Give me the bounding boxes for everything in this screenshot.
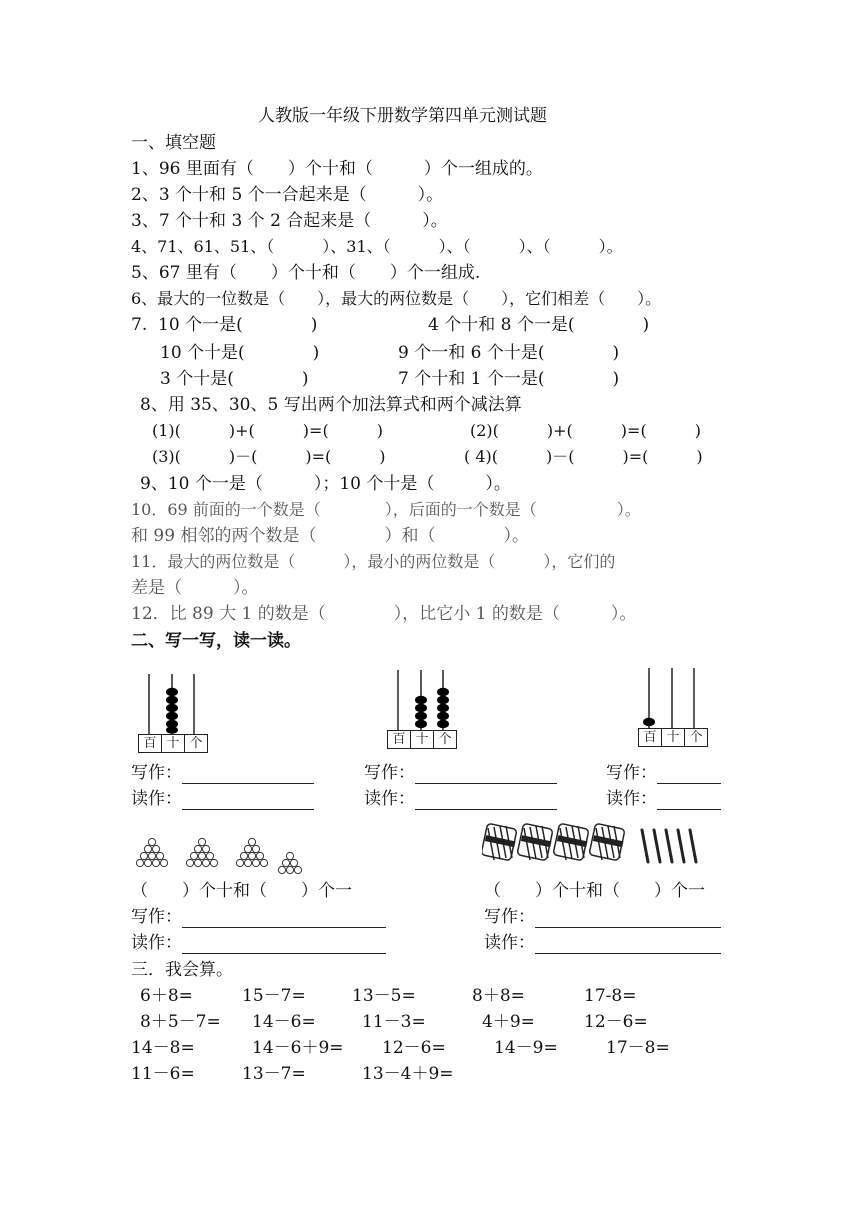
- read-label: 读作：: [131, 933, 182, 953]
- label-tens: 十: [662, 729, 685, 746]
- calc-item: 4＋9=: [482, 1012, 535, 1032]
- label-tens: 十: [411, 731, 434, 748]
- read-line-5: [484, 932, 721, 954]
- label-ones: 个: [438, 732, 452, 747]
- abacus-1: [138, 672, 206, 752]
- answer-blank[interactable]: [182, 765, 314, 784]
- answer-blank[interactable]: [182, 909, 386, 928]
- bead: [166, 688, 178, 696]
- write-label: 写作：: [484, 907, 535, 927]
- label-hundreds: 百: [139, 735, 162, 752]
- abacus-2: [387, 668, 455, 748]
- question-1: 1、96 里面有（ ）个十和（ ）个一组成的。: [131, 159, 543, 179]
- bead: [166, 704, 178, 712]
- write-label: 写作：: [364, 763, 415, 783]
- label-ones: 个: [689, 730, 703, 745]
- answer-blank[interactable]: [182, 935, 386, 954]
- bead: [415, 712, 427, 720]
- calc-item: 13－7=: [242, 1064, 306, 1084]
- question-3: 3、7 个十和 3 个 2 合起来是（ ）。: [131, 211, 448, 231]
- calc-item: 17-8=: [584, 986, 637, 1006]
- bead: [437, 688, 449, 696]
- answer-blank[interactable]: [182, 791, 314, 810]
- section3-heading: 三．我会算。: [131, 960, 233, 980]
- place-value-labels: [387, 730, 457, 749]
- question-11a: 11．最大的两位数是（ ），最小的两位数是（ ），它们的: [131, 552, 616, 571]
- tens-ones-right: （ ）个十和（ ）个一: [484, 881, 705, 901]
- bead: [415, 696, 427, 704]
- abacus-3: [638, 666, 706, 746]
- label-hundreds: 百: [388, 731, 411, 748]
- read-line-3: [606, 788, 721, 810]
- question-7b-left: 10 个十是( ): [160, 343, 320, 363]
- bead: [437, 720, 449, 728]
- abacus-1-rods: [138, 672, 206, 734]
- bead: [415, 720, 427, 728]
- write-label: 写作：: [131, 763, 182, 783]
- calc-item: 11－6=: [131, 1064, 195, 1084]
- question-10b: 和 99 相邻的两个数是（ ）和（ ）。: [131, 526, 529, 546]
- calc-item: 11－3=: [362, 1012, 426, 1032]
- calc-item: 14－6=: [252, 1012, 316, 1032]
- write-line-3: [606, 762, 721, 784]
- bead: [437, 696, 449, 704]
- question-9: 9、10 个一是（ ）；10 个十是（ ）。: [140, 474, 511, 494]
- abacus-3-rods: [638, 666, 706, 728]
- bead: [166, 696, 178, 704]
- question-2: 2、3 个十和 5 个一合起来是（ ）。: [131, 185, 444, 205]
- read-line-1: [131, 788, 314, 810]
- answer-blank[interactable]: [535, 935, 721, 954]
- answer-blank[interactable]: [657, 765, 721, 784]
- section1-heading: 一、填空题: [131, 133, 216, 153]
- calc-item: 12－6=: [584, 1012, 648, 1032]
- stick-bundles-picture: [482, 818, 704, 870]
- calc-item: 8＋5－7=: [140, 1012, 221, 1032]
- write-line-5: [484, 906, 721, 928]
- read-line-4: [131, 932, 386, 954]
- read-label: 读作：: [364, 789, 415, 809]
- answer-blank[interactable]: [415, 765, 557, 784]
- read-label: 读作：: [131, 789, 182, 809]
- bead: [415, 704, 427, 712]
- write-label: 写作：: [131, 907, 182, 927]
- calc-item: 6＋8=: [140, 986, 193, 1006]
- question-7b-right: 9 个一和 6 个十是( ): [398, 343, 620, 363]
- answer-blank[interactable]: [415, 791, 557, 810]
- write-label: 写作：: [606, 763, 657, 783]
- read-label: 读作：: [484, 933, 535, 953]
- write-line-1: [131, 762, 314, 784]
- calc-item: 14－8=: [131, 1038, 195, 1058]
- ball-triangles-picture: [132, 836, 312, 876]
- tens-ones-left: （ ）个十和（ ）个一: [131, 881, 352, 901]
- question-8-1: (1)( )+( )=( ): [152, 421, 383, 440]
- bead: [643, 718, 655, 726]
- answer-blank[interactable]: [657, 791, 721, 810]
- calc-item: 12－6=: [382, 1038, 446, 1058]
- place-value-labels: [638, 728, 708, 747]
- question-10a: 10．69 前面的一个数是（ ），后面的一个数是（ ）。: [131, 500, 641, 519]
- write-line-4: [131, 906, 386, 928]
- bead: [437, 704, 449, 712]
- write-line-2: [364, 762, 557, 784]
- label-ones: 个: [189, 736, 203, 751]
- calc-item: 15－7=: [242, 986, 306, 1006]
- calc-item: 14－6＋9=: [252, 1038, 344, 1058]
- label-tens: 十: [162, 735, 185, 752]
- calc-item: 8＋8=: [472, 986, 525, 1006]
- read-label: 读作：: [606, 789, 657, 809]
- question-8-3: (3)( )－( )=( ): [152, 447, 386, 466]
- question-7c-left: 3 个十是( ): [160, 369, 309, 389]
- question-11b: 差是（ ）。: [131, 578, 259, 598]
- question-6: 6、最大的一位数是（ ），最大的两位数是（ ），它们相差（ ）。: [131, 289, 662, 308]
- page-title: 人教版一年级下册数学第四单元测试题: [258, 106, 547, 126]
- calc-item: 13－5=: [352, 986, 416, 1006]
- label-hundreds: 百: [639, 729, 662, 746]
- bead: [166, 726, 178, 734]
- calc-item: 14－9=: [494, 1038, 558, 1058]
- read-line-2: [364, 788, 557, 810]
- question-7a-right: 4 个十和 8 个一是( ): [428, 315, 650, 335]
- abacus-2-rods: [387, 668, 455, 730]
- bead: [437, 712, 449, 720]
- question-8-4: ( 4)( )－( )=( ): [464, 447, 703, 466]
- question-4: 4、71、61、51、（ ）、31、（ ）、（ ）、（ ）。: [131, 237, 623, 256]
- calc-item: 13－4＋9=: [362, 1064, 454, 1084]
- question-7c-right: 7 个十和 1 个一是( ): [398, 369, 620, 389]
- question-12: 12．比 89 大 1 的数是（ ），比它小 1 的数是（ ）。: [131, 604, 637, 624]
- calc-item: 17－8=: [606, 1038, 670, 1058]
- place-value-labels: [138, 734, 208, 753]
- answer-blank[interactable]: [535, 909, 721, 928]
- question-7a-left: 7. 10 个一是( ): [131, 315, 318, 335]
- question-8-2: (2)( )+( )=( ): [470, 421, 701, 440]
- section2-heading: 二、写一写，读一读。: [131, 631, 301, 651]
- question-8: 8、用 35、30、5 写出两个加法算式和两个减法算: [140, 395, 522, 415]
- question-5: 5、67 里有（ ）个十和（ ）个一组成.: [131, 263, 481, 283]
- bead: [166, 712, 178, 720]
